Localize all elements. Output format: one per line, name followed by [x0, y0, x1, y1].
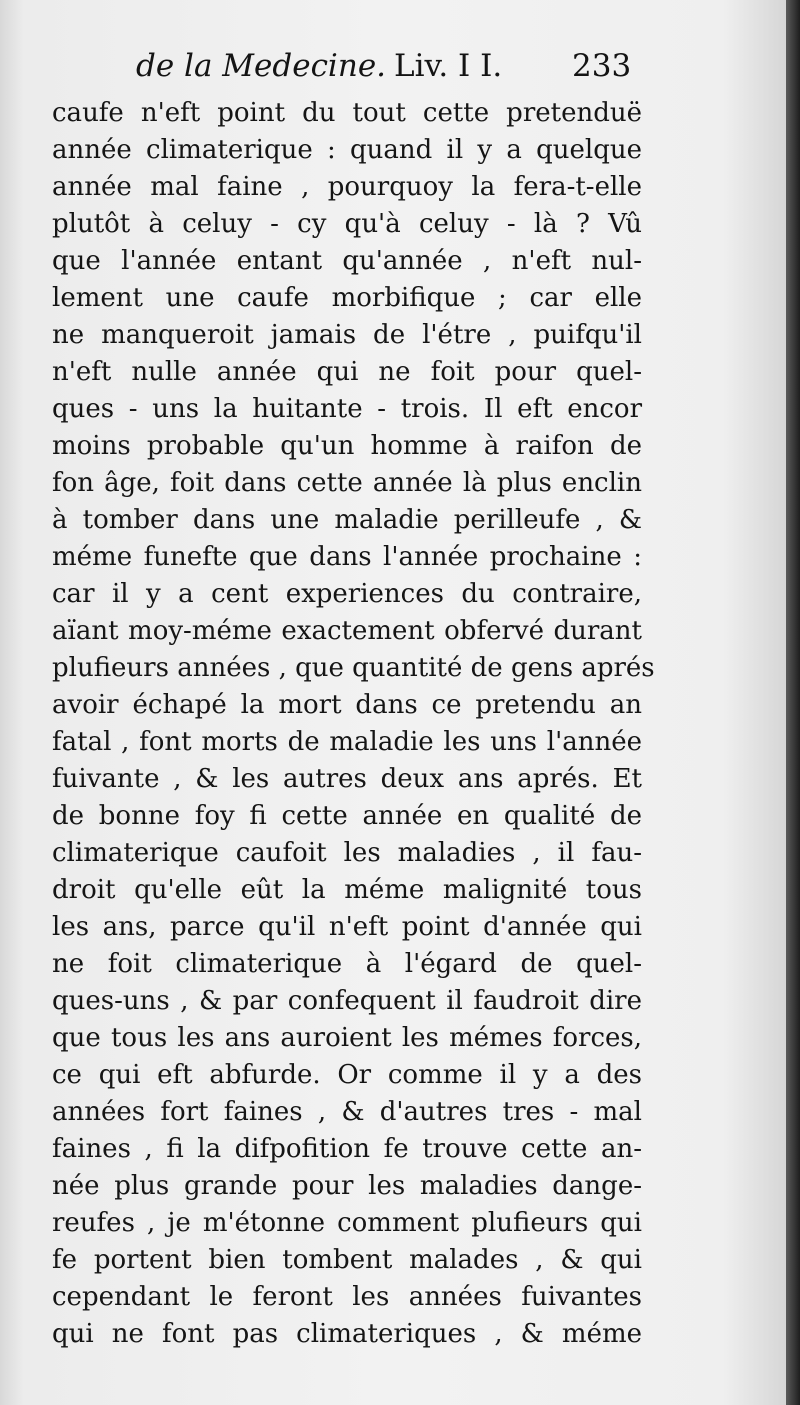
text-line: ce qui eft abfurde. Or comme il y a des [52, 1060, 642, 1090]
text-line: plufieurs années , que quantité de gens aprés [52, 653, 655, 683]
text-line: à tomber dans une maladie perilleufe , & [52, 505, 642, 535]
text-line: que tous les ans auroient les mémes forces, [52, 1023, 642, 1053]
text-line: fatal , font morts de maladie les uns l'année [52, 727, 642, 757]
page-edge-shadow [786, 0, 800, 1405]
text-line: reufes , je m'étonne comment plufieurs qui [52, 1208, 642, 1238]
text-line: de bonne foy fi cette année en qualité de [52, 801, 642, 831]
text-line: avoir échapé la mort dans ce pretendu an [52, 690, 642, 720]
running-title: de la Medecine. [136, 48, 387, 84]
book-number: Liv. I I. [394, 48, 503, 84]
text-line: ne foit climaterique à l'égard de quel- [52, 949, 642, 979]
text-line: née plus grande pour les maladies dange- [52, 1171, 642, 1201]
page-number: 233 [572, 48, 632, 84]
text-line: faines , fi la difpofition fe trouve cette an- [52, 1134, 642, 1164]
text-line: année mal faine , pourquoy la fera-t-elle [52, 172, 642, 202]
text-line: ne manqueroit jamais de l'étre , puifqu'il [52, 320, 642, 350]
text-line: ques-uns , & par confequent il faudroit dire [52, 986, 642, 1016]
text-line: fon âge, foit dans cette année là plus enclin [52, 468, 642, 498]
text-line: méme funefte que dans l'année prochaine : [52, 542, 642, 572]
text-line: fe portent bien tombent malades , & qui [52, 1245, 642, 1275]
text-line: fuivante , & les autres deux ans aprés. Et [52, 764, 642, 794]
text-line: n'eft nulle année qui ne foit pour quel- [52, 357, 642, 387]
text-line: les ans, parce qu'il n'eft point d'année qui [52, 912, 642, 942]
text-line: plutôt à celuy - cy qu'à celuy - là ? Vû [52, 209, 642, 239]
text-line: droit qu'elle eût la méme malignité tous [52, 875, 642, 905]
running-header [136, 48, 656, 94]
text-line: lement une caufe morbifique ; car elle [52, 283, 642, 313]
text-line: aïant moy-méme exactement obfervé durant [52, 616, 642, 646]
text-line: que l'année entant qu'année , n'eft nul- [52, 246, 642, 276]
text-line: moins probable qu'un homme à raifon de [52, 431, 642, 461]
text-line: climaterique caufoit les maladies , il fau- [52, 838, 642, 868]
text-line: qui ne font pas climateriques , & méme [52, 1319, 642, 1349]
text-line: années fort faines , & d'autres tres - mal [52, 1097, 642, 1127]
text-line: ques - uns la huitante - trois. Il eft encor [52, 394, 642, 424]
body-text [52, 95, 655, 1353]
text-line: cependant le feront les années fuivantes [52, 1282, 642, 1312]
text-line: caufe n'eft point du tout cette pretenduë [52, 98, 642, 128]
text-line: car il y a cent experiences du contraire, [52, 579, 642, 609]
text-line: année climaterique : quand il y a quelque [52, 135, 642, 165]
